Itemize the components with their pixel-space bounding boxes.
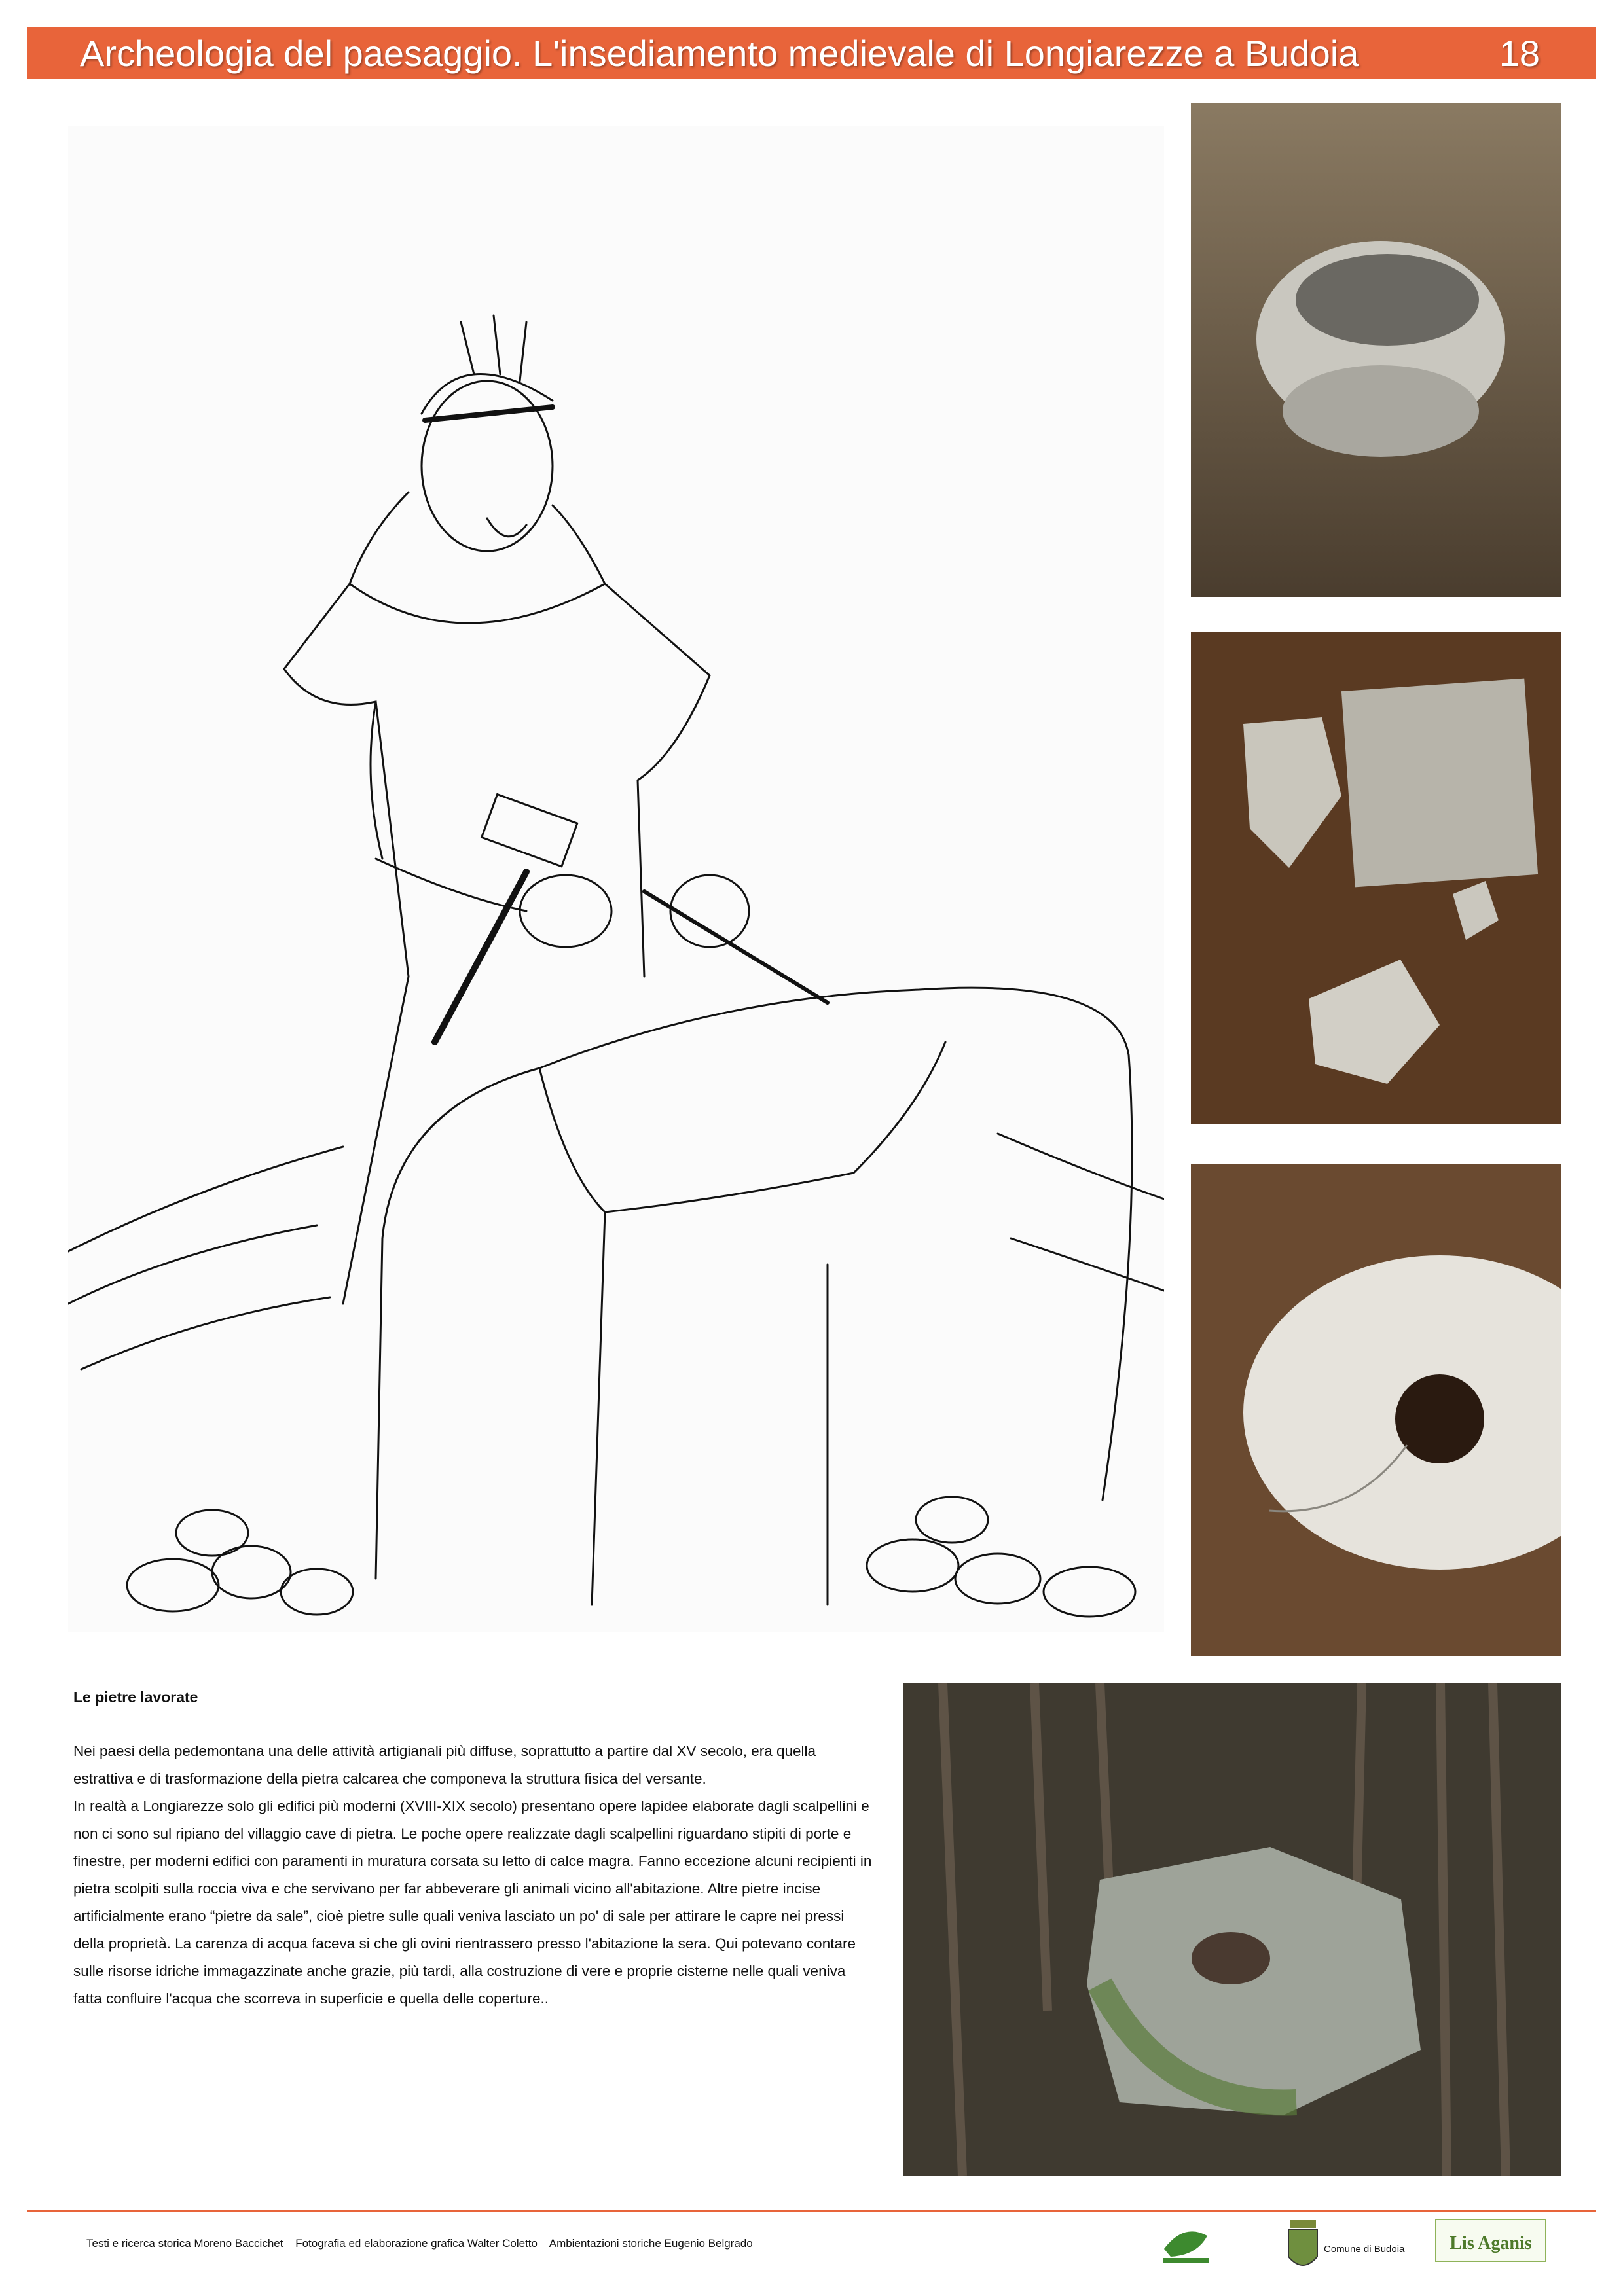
broken-stones-image [1191, 632, 1561, 1124]
paragraph-intro: Nei paesi della pedemontana una delle attività artigianali più diffuse, soprattutto a partire dal XV secolo, era quella estrattiva e di trasformazione della pietra calcarea che componeva la struttura fisica del versante. [73, 1743, 816, 1787]
stonemason-drawing [68, 126, 1164, 1632]
photo-broken-stones [1191, 632, 1561, 1124]
budoia-logo [1285, 2217, 1405, 2276]
lis-aganis-label: Lis Aganis [1450, 2233, 1532, 2253]
credits [86, 2237, 762, 2250]
photo-stone-trough [1191, 103, 1561, 597]
header-bar [27, 27, 1596, 79]
photo-mossy-stone [903, 1683, 1561, 2176]
budoia-label: Comune di Budoia [1324, 2244, 1405, 2255]
stone-trough-image [1191, 103, 1561, 597]
article-text [73, 1689, 872, 2013]
budoia-crest-icon [1285, 2217, 1321, 2276]
credit-photography: Fotografia ed elaborazione grafica Walter Coletto [295, 2237, 538, 2250]
page-title: Archeologia del paesaggio. L'insediamento medievale di Longiarezze a Budoia [80, 32, 1359, 74]
paragraph-body: In realtà a Longiarezze solo gli edifici più moderni (XVIII-XIX secolo) presentano opere lapidee elaborate dagli scalpellini e non ci sono sul ripiano del villaggio cave di pietra. Le poche opere realizzate dagli scalpellini riguardano stipiti di porte e finestre, per moderni edifici con paramenti in muratura corsata su letto di calce magra. Fanno eccezione alcuni recipienti in pietra scolpiti sulla roccia viva e che servivano per far abbeverare gli animali vicino all'abitazione. Altre pietre incise artificialmente erano “pietre da sale”, cioè pietre sulle quali veniva lasciato un po' di sale per attirare le capre nei pressi della proprietà. La carenza di acqua faceva si che gli ovini rientrassero presso l'abitazione la sera. Qui potevano contare sulle risorse idriche immagazzinate anche grazie, più tardi, alla costruzione di vere e proprie cisterne nelle quali veniva fatta confluire l'acqua che scorreva in superficie e quella delle coperture.. [73, 1798, 872, 2007]
page-number: 18 [1499, 32, 1540, 74]
credit-texts: Testi e ricerca storica Moreno Baccichet [86, 2237, 283, 2250]
legambiente-logo [1158, 2223, 1214, 2266]
photo-salt-stone [1191, 1164, 1561, 1656]
credit-illustrations: Ambientazioni storiche Eugenio Belgrado [549, 2237, 753, 2250]
mossy-stone-image [903, 1683, 1561, 2176]
lis-aganis-logo [1435, 2219, 1546, 2262]
salt-stone-image [1191, 1164, 1561, 1656]
footer-divider [27, 2210, 1596, 2212]
section-title: Le pietre lavorate [73, 1689, 198, 1706]
stonemason-illustration [68, 126, 1164, 1632]
